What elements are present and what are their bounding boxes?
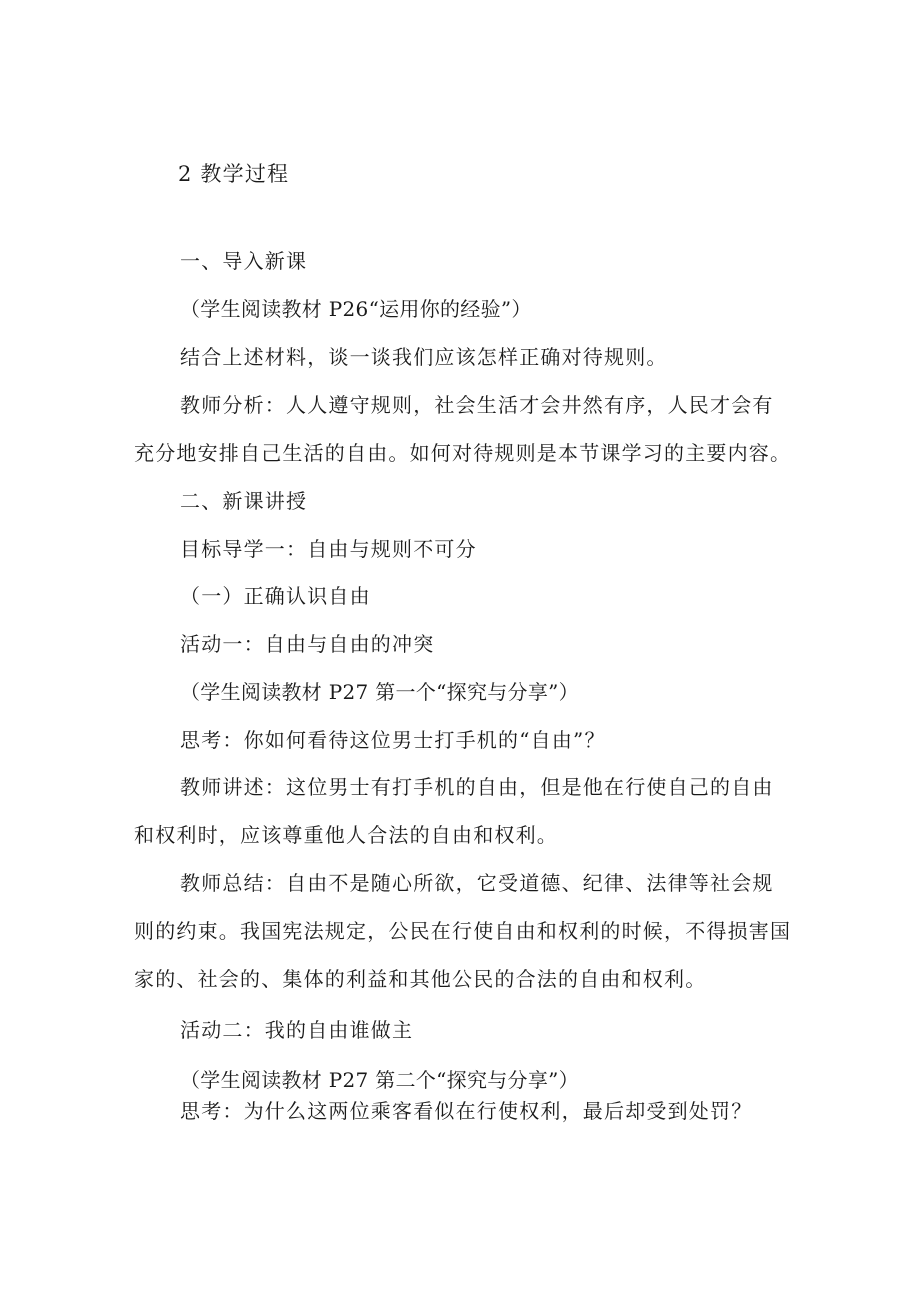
teacher-analysis-line-2: 充分地安排自己生活的自由。如何对待规则是本节课学习的主要内容。 [134,441,792,465]
discussion-prompt: 结合上述材料，谈一谈我们应该怎样正确对待规则。 [180,345,668,369]
reading-instruction-p27-first: （学生阅读教材 P27 第一个“探究与分享”） [180,680,579,704]
think-question-two: 思考：为什么这两位乘客看似在行使权利，最后却受到处罚？ [180,1099,753,1123]
activity-two: 活动二：我的自由谁做主 [180,1018,414,1042]
part2-heading: 二、新课讲授 [180,489,308,513]
think-question-one: 思考：你如何看待这位男士打手机的“自由”？ [180,728,606,752]
subsection-one: （一）正确认识自由 [180,584,371,608]
teacher-summary-line-1: 教师总结：自由不是随心所欲，它受道德、纪律、法律等社会规 [180,871,774,895]
teacher-analysis-line-1: 教师分析：人人遵守规则，社会生活才会井然有序，人民才会有 [180,393,774,417]
goal-one: 目标导学一：自由与规则不可分 [180,537,477,561]
teacher-summary-line-2: 则的约束。我国宪法规定，公民在行使自由和权利的时候，不得损害国 [134,919,792,943]
reading-instruction-p26: （学生阅读教材 P26“运用你的经验”） [180,297,532,321]
teacher-narration-line-1: 教师讲述：这位男士有打手机的自由，但是他在行使自己的自由 [180,775,774,799]
section-title: 2 教学过程 [178,162,290,186]
part1-heading: 一、导入新课 [180,249,308,273]
teacher-narration-line-2: 和权利时，应该尊重他人合法的自由和权利。 [134,823,558,847]
teacher-summary-line-3: 家的、社会的、集体的利益和其他公民的合法的自由和权利。 [134,967,707,991]
reading-instruction-p27-second: （学生阅读教材 P27 第二个“探究与分享”） [180,1068,579,1092]
activity-one: 活动一：自由与自由的冲突 [180,632,435,656]
